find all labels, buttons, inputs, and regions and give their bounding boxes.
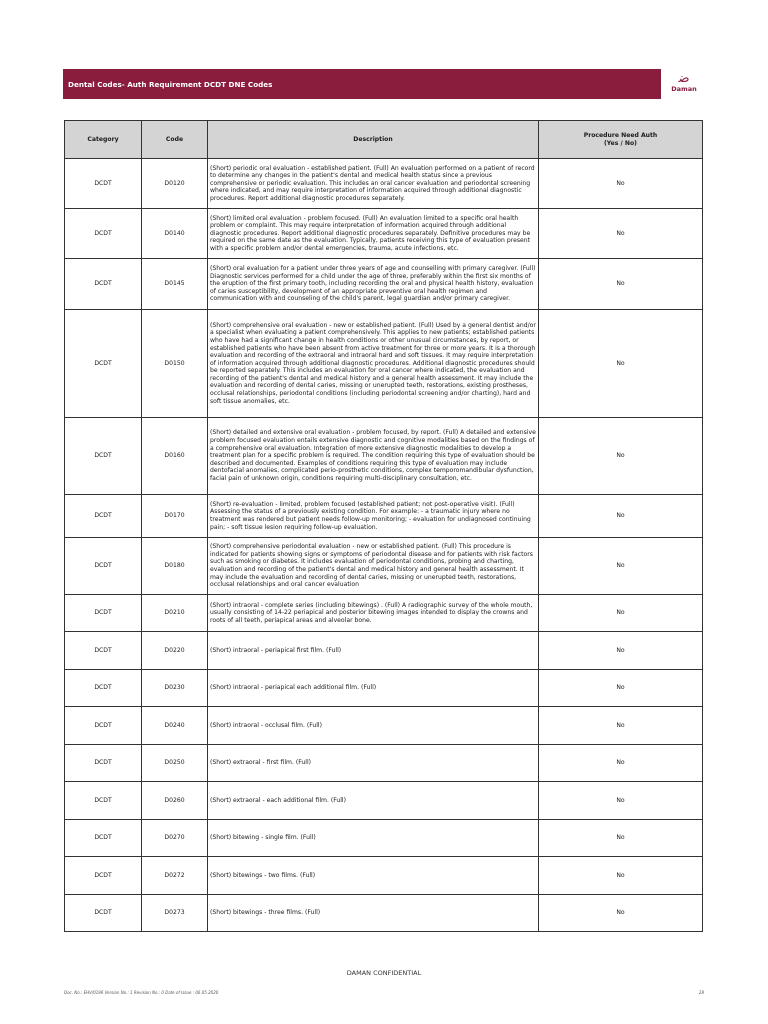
code-cell: D0210: [142, 595, 208, 632]
document-title: Dental Codes- Auth Requirement DCDT DNE Codes: [68, 79, 273, 89]
document-info: Doc. No.: EHV/0196 Version No.: 1 Revision No.: 0 Date of Issue : 06.05.2020: [64, 990, 219, 995]
column-header-category: Category: [65, 121, 142, 159]
table-row: [65, 632, 703, 670]
category-cell: DCDT: [65, 418, 142, 495]
category-cell: DCDT: [65, 745, 142, 782]
description-cell: (Short) extraoral - first film. (Full): [208, 745, 539, 782]
code-cell: D0150: [142, 310, 208, 418]
auth-required-cell: No: [539, 310, 703, 418]
code-cell: D0270: [142, 820, 208, 857]
auth-required-cell: No: [539, 670, 703, 707]
table-row: [65, 782, 703, 820]
document-title-bar: [63, 69, 661, 99]
column-header-description: Description: [208, 121, 539, 159]
category-cell: DCDT: [65, 595, 142, 632]
category-cell: DCDT: [65, 820, 142, 857]
code-cell: D0230: [142, 670, 208, 707]
confidentiality-notice: DAMAN CONFIDENTIAL: [346, 969, 422, 977]
auth-required-cell: No: [539, 857, 703, 895]
description-cell: (Short) limited oral evaluation - problem focused. (Full) An evaluation limited to a specific oral health problem or complaint. This may require interpretation of information acquired through additional diagnostic procedures. Report additional diagnostic procedures separately. Definitive procedures may be required on the same date as the evaluation. Typically, patients receiving this type of evaluation present with a specific problem and/or dental emergencies, trauma, acute infections, etc.: [208, 209, 539, 259]
code-cell: D0140: [142, 209, 208, 259]
column-header-auth: Procedure Need Auth (Yes / No): [539, 121, 703, 159]
description-cell: (Short) oral evaluation for a patient under three years of age and counselling with primary caregiver. (Full) Diagnostic services performed for a child under the age of three, preferably within the first six months of the eruption of the first primary tooth, including recording the oral and physical health history, evaluation of caries susceptibility, development of an appropriate preventive oral health regimen and communication with and counseling of the child's parent, legal guardian and/or primary caregiver.: [208, 259, 539, 310]
table-row: [65, 495, 703, 538]
description-cell: (Short) comprehensive oral evaluation - new or established patient. (Full) Used by a general dentist and/or a specialist when evaluating a patient comprehensively. This applies to new patients; established patients who have had a significant change in health conditions or other unusual circumstances, by report, or established patients who have been absent from active treatment for three or more years. It is a thorough evaluation and recording of the extraoral and intraoral hard and soft tissues. It may require interpretation of information acquired through additional diagnostic procedures. Additional diagnostic procedures should be reported separately. This includes an evaluation for oral cancer where indicated, the evaluation and recording of the patient's dental and medical history and a general health assessment. It may include the evaluation and recording of dental caries, missing or unerupted teeth, restorations, existing prostheses, occlusal relationships, periodontal conditions (including periodontal screening and/or charting), hard and soft tissue anomalies, etc.: [208, 310, 539, 418]
category-cell: DCDT: [65, 495, 142, 538]
code-cell: D0180: [142, 538, 208, 595]
table-row: [65, 857, 703, 895]
code-cell: D0260: [142, 782, 208, 820]
table-row: [65, 745, 703, 782]
description-cell: (Short) bitewings - two films. (Full): [208, 857, 539, 895]
code-cell: D0250: [142, 745, 208, 782]
category-cell: DCDT: [65, 670, 142, 707]
auth-required-cell: No: [539, 209, 703, 259]
auth-required-cell: No: [539, 259, 703, 310]
category-cell: DCDT: [65, 782, 142, 820]
daman-logo-mark-icon: ﺿ: [678, 71, 690, 86]
table-row: [65, 418, 703, 495]
auth-required-cell: No: [539, 595, 703, 632]
auth-required-cell: No: [539, 782, 703, 820]
column-header-code: Code: [142, 121, 208, 159]
auth-required-cell: No: [539, 159, 703, 209]
description-cell: (Short) bitewing - single film. (Full): [208, 820, 539, 857]
description-cell: (Short) comprehensive periodontal evaluation - new or established patient. (Full) This procedure is indicated for patients showing signs or symptoms of periodontal disease and for patients with risk factors such as smoking or diabetes. It includes evaluation of periodontal conditions, probing and charting, evaluation and recording of the patient's dental and medical history and general health assessment. It may include the evaluation and recording of dental caries, missing or unerupted teeth, restorations, occlusal relationships and oral cancer evaluation: [208, 538, 539, 595]
code-cell: D0272: [142, 857, 208, 895]
auth-required-cell: No: [539, 820, 703, 857]
category-cell: DCDT: [65, 707, 142, 745]
code-cell: D0120: [142, 159, 208, 209]
code-cell: D0160: [142, 418, 208, 495]
description-cell: (Short) intraoral - occlusal film. (Full): [208, 707, 539, 745]
category-cell: DCDT: [65, 538, 142, 595]
table-row: [65, 310, 703, 418]
description-cell: (Short) intraoral - periapical first film. (Full): [208, 632, 539, 670]
table-row: [65, 538, 703, 595]
description-cell: (Short) periodic oral evaluation - established patient. (Full) An evaluation performed on a patient of record to determine any changes in the patient's dental and medical health status since a previous comprehensive or periodic evaluation. This includes an oral cancer evaluation and periodontal screening where indicated, and may require interpretation of information acquired through additional diagnostic procedures. Report additional diagnostic procedures separately.: [208, 159, 539, 209]
code-cell: D0145: [142, 259, 208, 310]
table-row: [65, 895, 703, 932]
auth-required-cell: No: [539, 745, 703, 782]
code-cell: D0220: [142, 632, 208, 670]
table-row: [65, 670, 703, 707]
description-cell: (Short) extraoral - each additional film. (Full): [208, 782, 539, 820]
auth-required-cell: No: [539, 632, 703, 670]
description-cell: (Short) intraoral - periapical each additional film. (Full): [208, 670, 539, 707]
page-number: 28: [698, 990, 704, 995]
table-row: [65, 209, 703, 259]
category-cell: DCDT: [65, 895, 142, 932]
code-cell: D0240: [142, 707, 208, 745]
code-cell: D0170: [142, 495, 208, 538]
category-cell: DCDT: [65, 632, 142, 670]
table-row: [65, 159, 703, 209]
table-header-row: [65, 121, 703, 159]
auth-required-cell: No: [539, 495, 703, 538]
category-cell: DCDT: [65, 209, 142, 259]
auth-required-cell: No: [539, 538, 703, 595]
dental-codes-table: [64, 120, 703, 932]
description-cell: (Short) re-evaluation - limited, problem focused (established patient; not post-operative visit). (Full) Assessing the status of a previously existing condition. For example: - a traumatic injury where no treatment was rendered but patient needs follow-up monitoring; - evaluation for undiagnosed continuing pain; - soft tissue lesion requiring follow-up evaluation.: [208, 495, 539, 538]
table-row: [65, 820, 703, 857]
table-row: [65, 259, 703, 310]
auth-required-cell: No: [539, 895, 703, 932]
code-cell: D0273: [142, 895, 208, 932]
description-cell: (Short) intraoral - complete series (including bitewings) . (Full) A radiographic survey of the whole mouth, usually consisting of 14-22 periapical and posterior bitewing images intended to display the crowns and roots of all teeth, periapical areas and alveolar bone.: [208, 595, 539, 632]
auth-required-cell: No: [539, 418, 703, 495]
daman-logo-text: Daman: [671, 85, 697, 93]
category-cell: DCDT: [65, 259, 142, 310]
description-cell: (Short) bitewings - three films. (Full): [208, 895, 539, 932]
category-cell: DCDT: [65, 857, 142, 895]
category-cell: DCDT: [65, 159, 142, 209]
daman-logo: [664, 73, 704, 99]
table-row: [65, 595, 703, 632]
description-cell: (Short) detailed and extensive oral evaluation - problem focused, by report. (Full) A detailed and extensive problem focused evaluation entails extensive diagnostic and cognitive modalities based on the findings of a comprehensive oral evaluation. Integration of more extensive diagnostic modalities to develop a treatment plan for a specific problem is required. The condition requiring this type of evaluation should be described and documented. Examples of conditions requiring this type of evaluation may include dentofacial anomalies, complicated perio-prosthetic conditions, complex temporomandibular dysfunction, facial pain of unknown origin, conditions requiring multi-disciplinary consultation, etc.: [208, 418, 539, 495]
category-cell: DCDT: [65, 310, 142, 418]
table-row: [65, 707, 703, 745]
auth-required-cell: No: [539, 707, 703, 745]
